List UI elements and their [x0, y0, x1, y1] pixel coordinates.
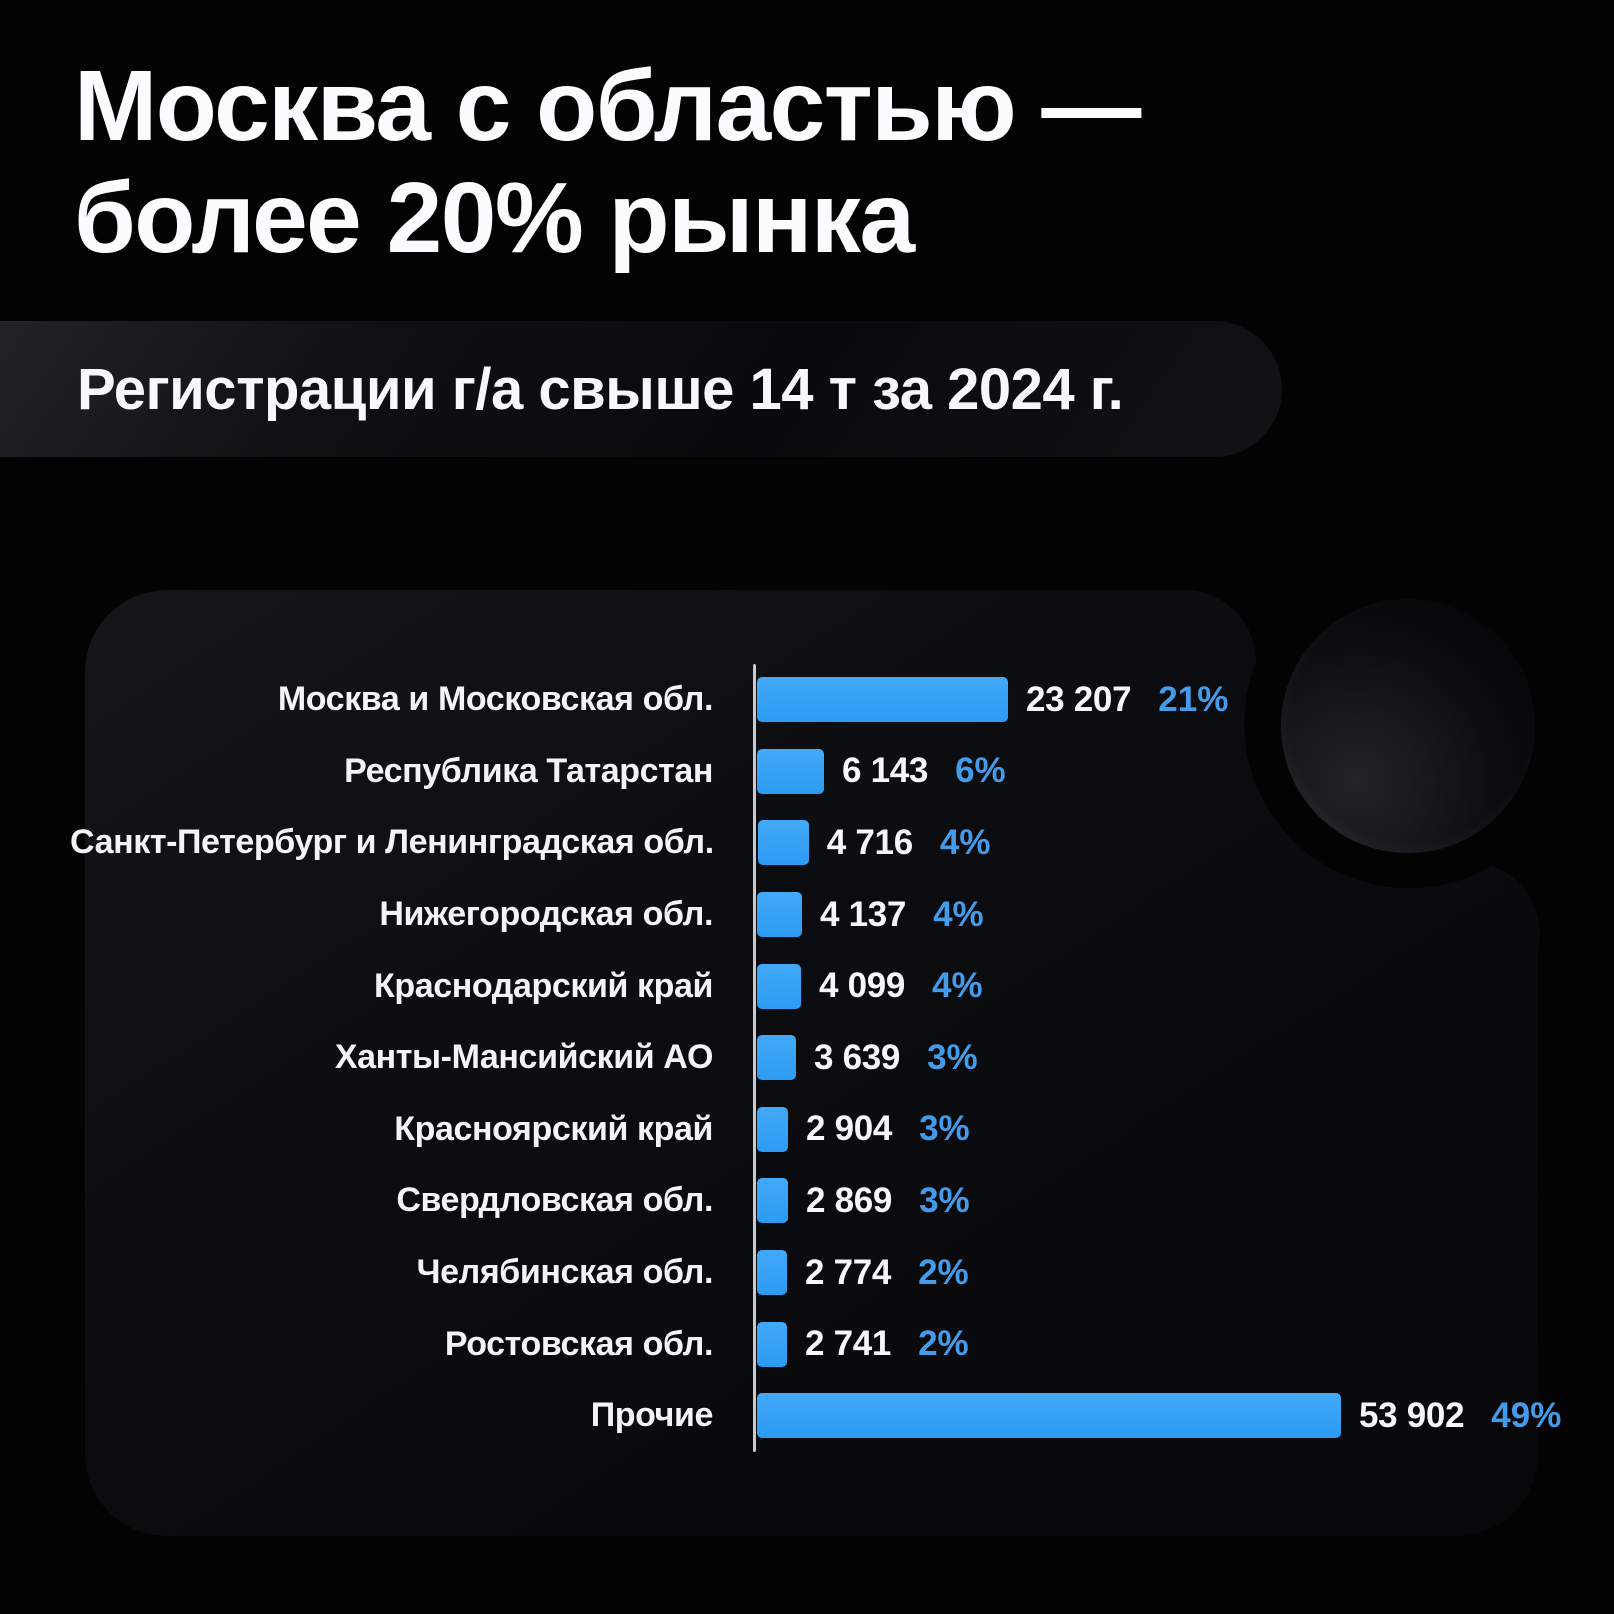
category-label: Ханты-Мансийский АО — [334, 1038, 713, 1077]
bar — [757, 1250, 787, 1295]
percent-label: 3% — [927, 1037, 978, 1077]
bar — [757, 1035, 796, 1080]
chart-row — [70, 664, 1570, 736]
subtitle-band — [0, 321, 1282, 457]
chart-row — [70, 1237, 1570, 1309]
bar — [758, 820, 809, 865]
bar — [757, 1322, 787, 1367]
bar-chart — [70, 664, 1570, 1452]
chart-row — [70, 1094, 1570, 1166]
value-label: 4 137 — [820, 894, 907, 934]
percent-label: 2% — [918, 1324, 969, 1364]
chart-row — [70, 1165, 1570, 1237]
bar — [757, 1393, 1341, 1438]
value-label: 2 869 — [806, 1180, 893, 1220]
percent-label: 4% — [939, 822, 991, 862]
bar — [757, 1107, 788, 1152]
bar — [757, 1178, 788, 1223]
chart-row — [70, 950, 1570, 1022]
bar — [757, 677, 1008, 722]
category-label: Москва и Московская обл. — [277, 680, 713, 719]
value-label: 2 741 — [805, 1324, 892, 1364]
percent-label: 4% — [932, 966, 983, 1006]
bar — [757, 964, 801, 1009]
category-label: Челябинская обл. — [416, 1253, 713, 1292]
percent-label: 3% — [919, 1180, 970, 1220]
category-label: Нижегородская обл. — [379, 895, 713, 934]
category-label: Республика Татарстан — [344, 751, 713, 790]
chart-row — [70, 807, 1570, 879]
percent-label: 4% — [933, 894, 984, 934]
value-label: 4 099 — [819, 966, 906, 1006]
category-label: Прочие — [590, 1396, 713, 1435]
chart-row — [70, 1308, 1570, 1380]
category-label: Красноярский край — [394, 1109, 713, 1148]
percent-label: 49% — [1491, 1395, 1562, 1435]
percent-label: 21% — [1158, 679, 1229, 719]
chart-row — [70, 879, 1570, 951]
value-label: 23 207 — [1026, 679, 1132, 719]
chart-subtitle: Регистрации г/а свыше 14 т за 2024 г. — [77, 356, 1124, 422]
bar — [757, 892, 802, 937]
chart-rows — [70, 664, 1570, 1452]
chart-row — [70, 1022, 1570, 1094]
percent-label: 2% — [918, 1252, 969, 1292]
category-label: Ростовская обл. — [444, 1324, 713, 1363]
value-label: 3 639 — [814, 1037, 901, 1077]
page-title — [74, 50, 1140, 274]
percent-label: 3% — [919, 1109, 970, 1149]
page-title-line1: Москва с областью — — [74, 50, 1140, 162]
category-label: Краснодарский край — [373, 966, 713, 1005]
category-label: Санкт-Петербург и Ленинградская обл. — [70, 823, 714, 862]
chart-row — [70, 1380, 1570, 1452]
value-label: 2 904 — [806, 1109, 893, 1149]
value-label: 53 902 — [1359, 1395, 1465, 1435]
percent-label: 6% — [955, 751, 1006, 791]
chart-row — [70, 736, 1570, 808]
page-title-line2: более 20% рынка — [74, 162, 914, 274]
category-label: Свердловская обл. — [396, 1181, 713, 1220]
bar — [757, 749, 824, 794]
value-label: 2 774 — [805, 1252, 892, 1292]
value-label: 6 143 — [842, 751, 929, 791]
value-label: 4 716 — [826, 822, 913, 862]
